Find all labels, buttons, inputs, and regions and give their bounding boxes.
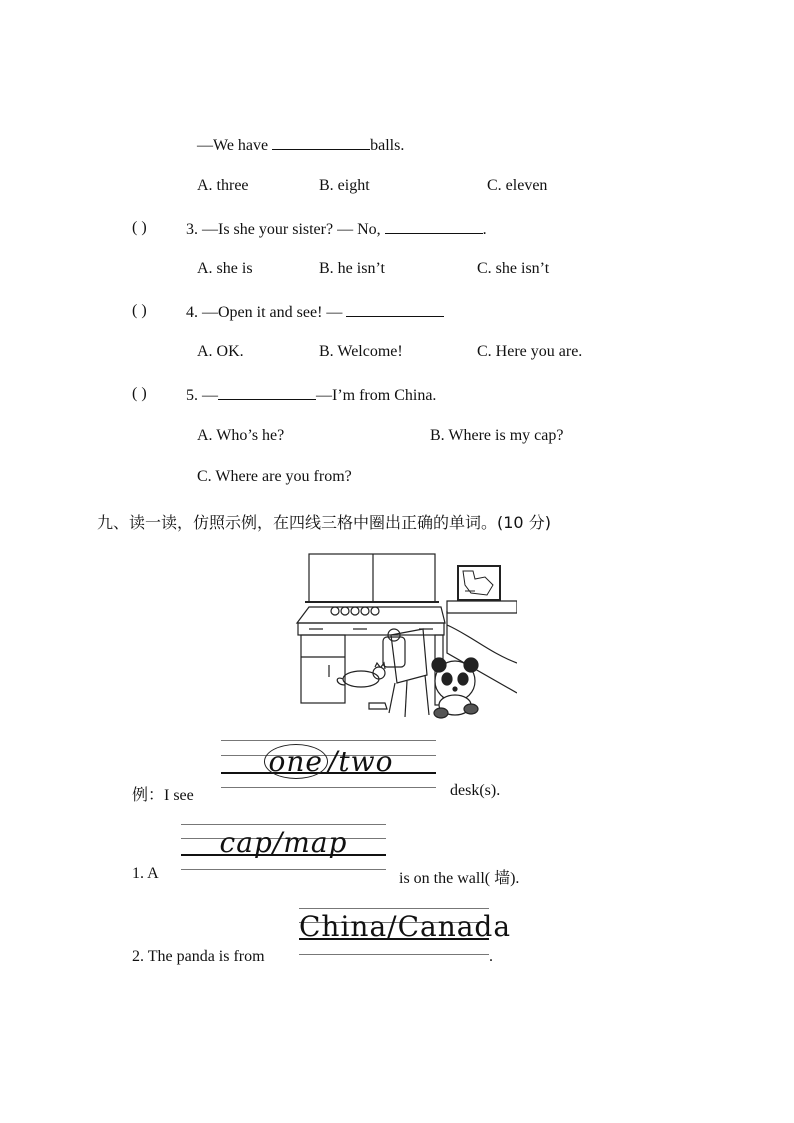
grid-line (221, 740, 436, 741)
answer-paren[interactable]: ( ) (132, 302, 147, 319)
grid-line (299, 908, 489, 909)
q3-option-c[interactable]: C. she isn’t (477, 260, 550, 277)
q3-option-a[interactable]: A. she is (197, 260, 253, 277)
room-illustration (295, 553, 517, 719)
q5-option-c[interactable]: C. Where are you from? (197, 468, 352, 485)
item-1-prefix: 1. A (132, 865, 159, 882)
answer-paren[interactable]: ( ) (132, 385, 147, 402)
question-4-stem: 4. —Open it and see! — (186, 302, 444, 322)
question-2-stem: —We have balls. (197, 137, 405, 154)
q4-option-a[interactable]: A. OK. (197, 343, 244, 360)
window (309, 554, 435, 602)
grid-line (181, 869, 386, 870)
four-line-grid-2[interactable] (299, 908, 512, 956)
question-3-stem: 3. —Is she your sister? — No, . (186, 221, 487, 238)
q3-option-b[interactable]: B. he isn’t (319, 260, 385, 277)
cat (337, 663, 385, 687)
example-suffix: desk(s). (450, 782, 501, 799)
panda-toy (432, 658, 478, 718)
q5-option-a[interactable]: A. Who’s he? (197, 427, 285, 444)
q2-option-a[interactable]: A. three (197, 177, 249, 194)
q5-option-b[interactable]: B. Where is my cap? (430, 427, 564, 444)
q4-option-c[interactable]: C. Here you are. (477, 343, 583, 360)
four-line-grid-1[interactable] (181, 824, 386, 872)
answer-blank[interactable] (346, 302, 444, 317)
grid-line (299, 954, 489, 955)
item-1-choice: cap/map (219, 826, 348, 859)
map-picture (458, 566, 500, 600)
answer-paren[interactable]: ( ) (132, 219, 147, 236)
answer-blank[interactable] (385, 219, 483, 234)
q2-option-c[interactable]: C. eleven (487, 177, 548, 194)
grid-line (181, 824, 386, 825)
q4-option-b[interactable]: B. Welcome! (319, 343, 403, 360)
q2-option-b[interactable]: B. eight (319, 177, 370, 194)
example-choice: one /two (221, 744, 436, 779)
item-2-prefix: 2. The panda is from (132, 948, 265, 965)
example-prefix: 例：I see (132, 787, 194, 804)
item-2-choice: China/Canada (299, 910, 512, 943)
item-2-suffix: . (489, 948, 493, 965)
section-heading: 九、读一读，仿照示例，在四线三格中圈出正确的单词。(10 分) (97, 513, 551, 532)
four-line-grid-example[interactable] (221, 740, 436, 792)
grid-line (221, 787, 436, 788)
answer-blank[interactable] (218, 385, 316, 400)
question-5-stem: 5. — —I’m from China. (186, 387, 437, 404)
chair (389, 629, 429, 717)
answer-blank[interactable] (272, 135, 370, 150)
item-1-suffix: is on the wall( 墙). (399, 870, 520, 887)
circled-answer: one (264, 744, 328, 779)
